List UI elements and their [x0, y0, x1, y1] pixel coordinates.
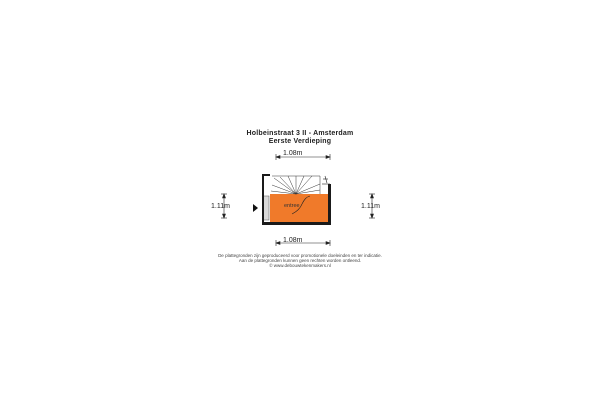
entrance-arrow-icon [253, 204, 258, 212]
room-label-entree: entree [284, 203, 300, 209]
footer-copyright: © www.debouwtekenmakers.nl [269, 263, 331, 268]
dimension-top-label: 1.08m [283, 150, 303, 157]
door-marker-icon [322, 176, 330, 184]
floor-title: Eerste Verdieping [268, 138, 332, 145]
footer-disclaimer-2: Aan de plattegronden kunnen geen rechten worden ontleend. [238, 258, 362, 263]
footer-disclaimer-1: De plattegronden zijn geproduceerd voor promotionele doeleinden en ter indicatie. [218, 253, 382, 258]
dimension-right-label: 1.11m [361, 203, 380, 210]
staircase [270, 175, 322, 194]
page-title: Holbeinstraat 3 II - Amsterdam [246, 130, 354, 137]
dimension-left-label: 1.11m [211, 203, 230, 210]
dimension-bottom-label: 1.08m [283, 237, 303, 244]
